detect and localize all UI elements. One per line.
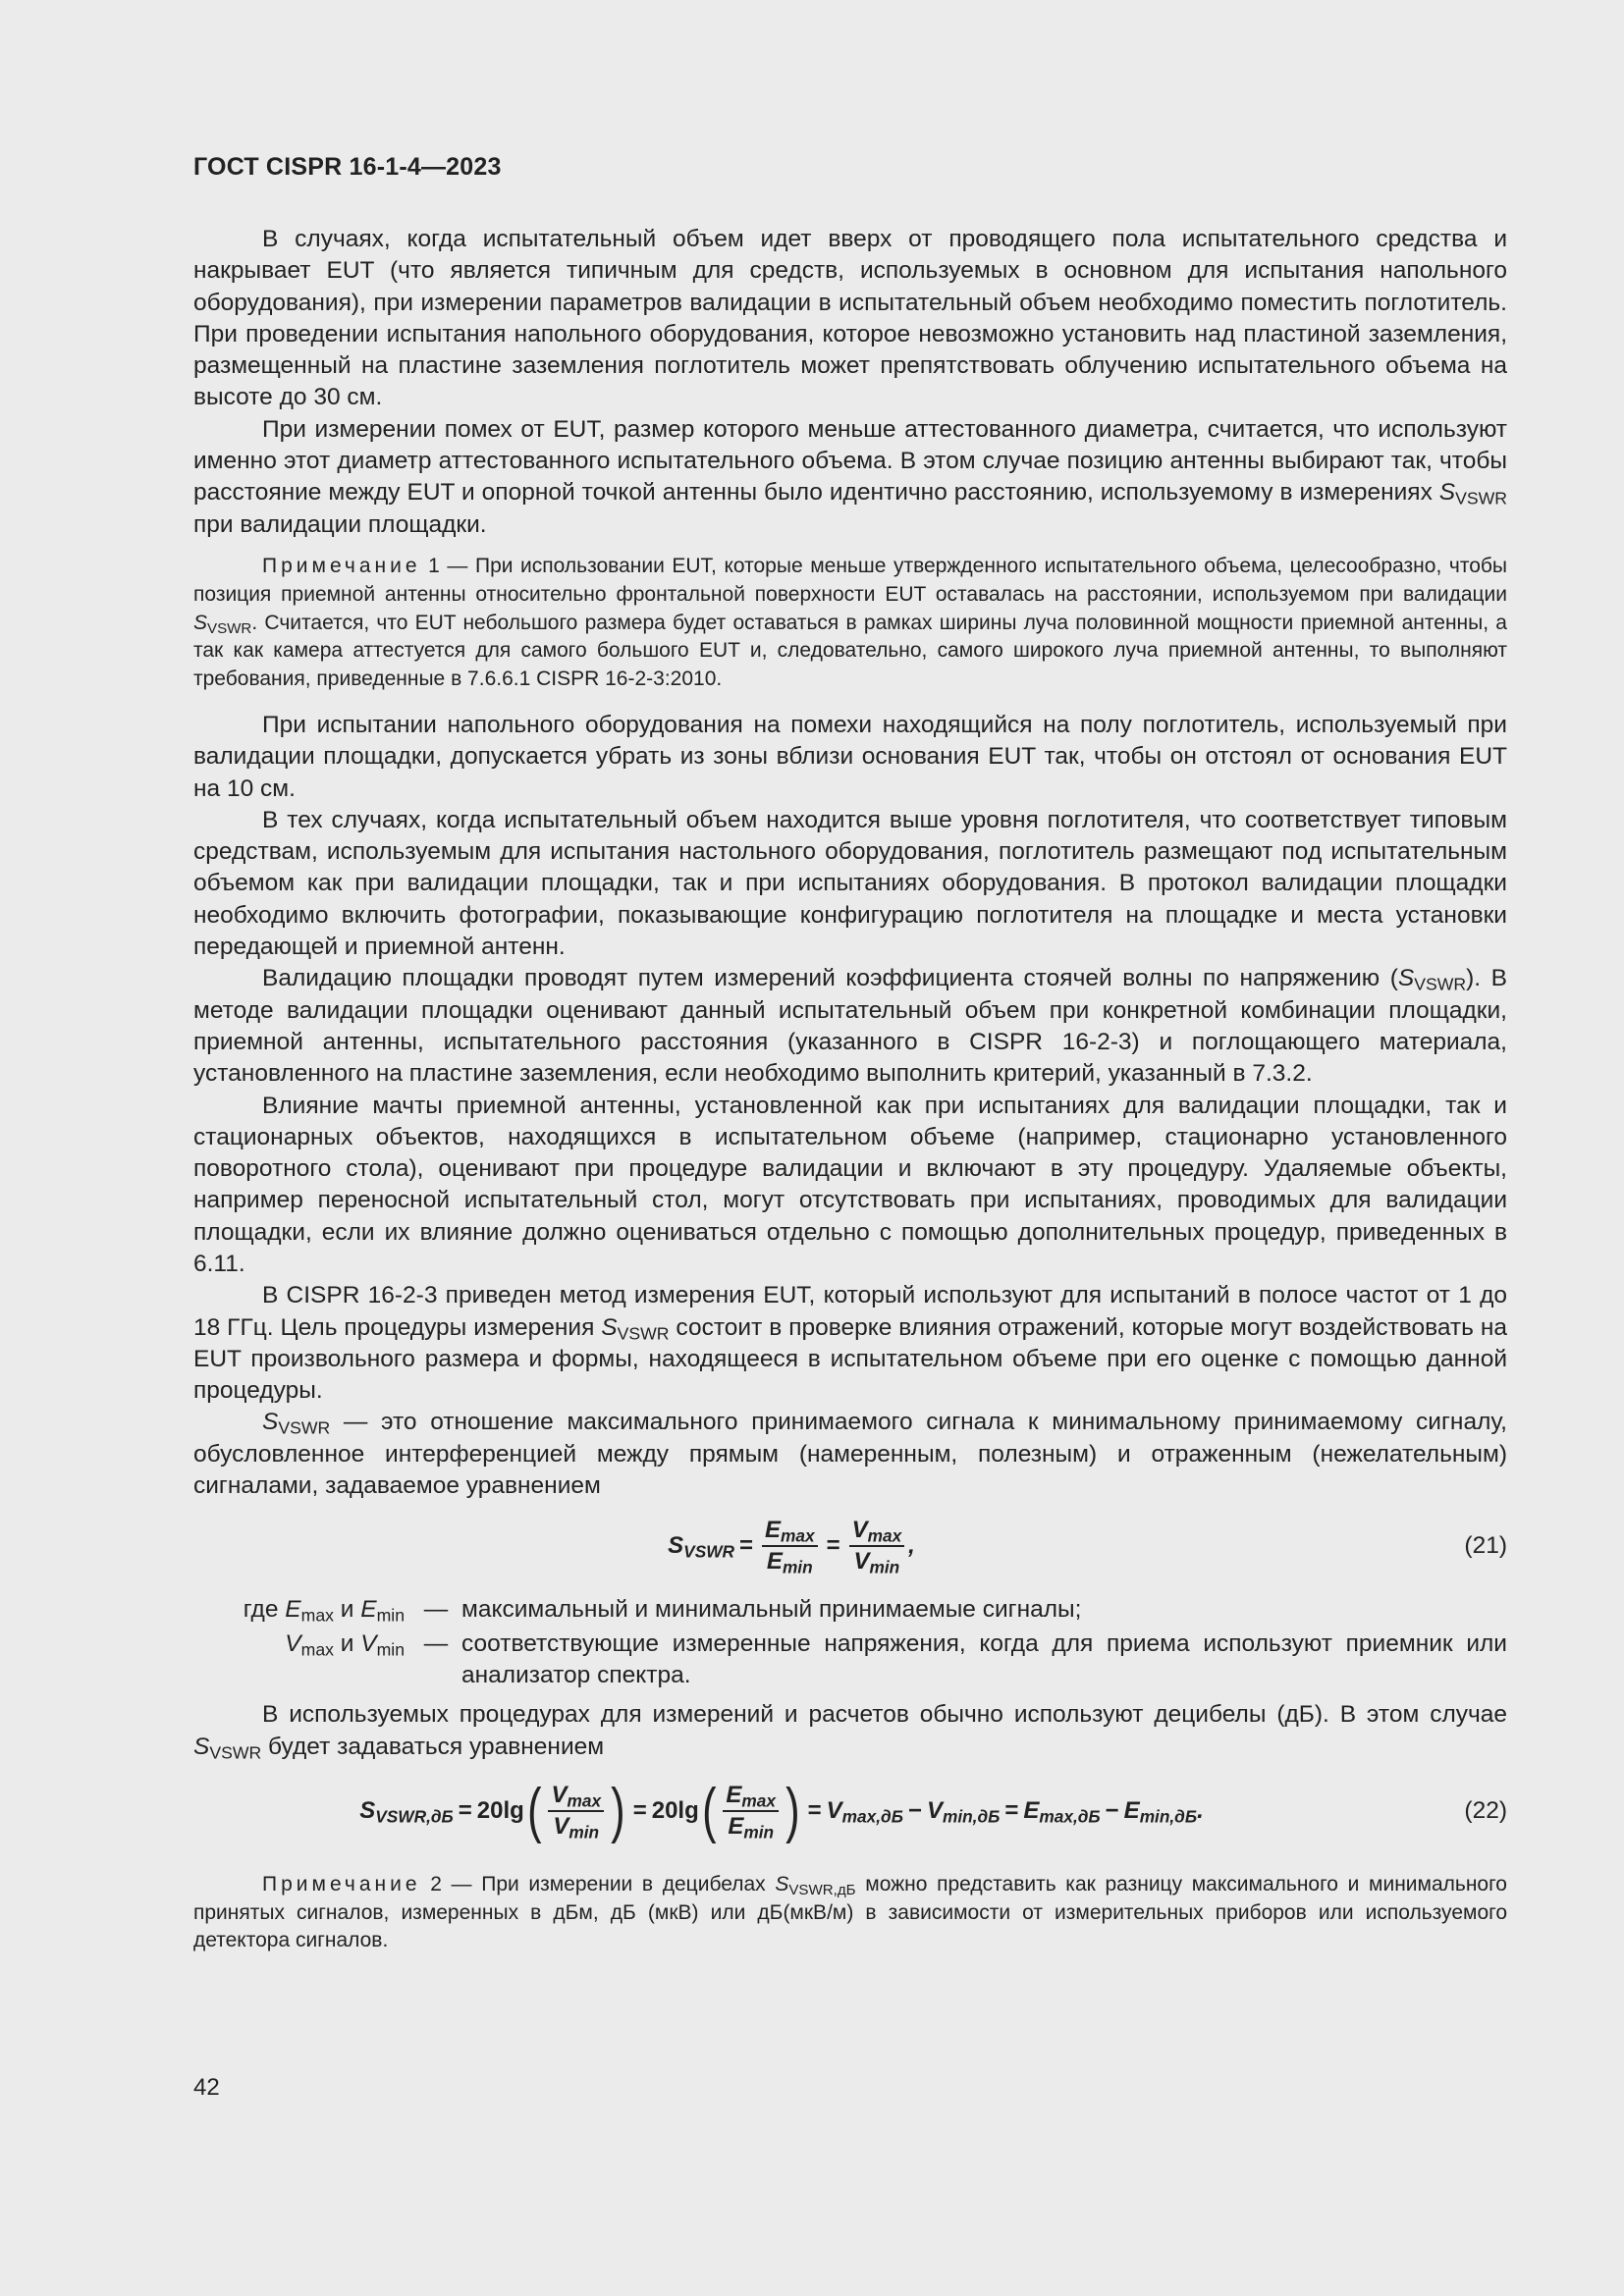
equation-21-number: (21): [1464, 1532, 1507, 1560]
equation-22-formula: $S_{VSWR,дБ}$ = 20lg ( $\frac{V_{max}}{V_{min}}$ ) = 20lg ( $\frac{E_{max}}{E_{min}}$ ) = $V_{max,дБ}$ − $V_{min,дБ}$ = $E_{max,дБ}$ − $E_{min,дБ}$ .: [359, 1776, 1204, 1844]
page-number: 42: [193, 2074, 220, 2101]
paragraph-4: В тех случаях, когда испытательный объем находится выше уровня поглотителя, что соответствует типовым средствам, используемым для испытания настольного оборудования, поглотитель размещают под испытательным объемом как при валидации площадки, так и при испытаниях оборудования. В протокол валидации площадки необходимо включить фотографии, показывающие конфигурацию поглотителя на площадке и места установки передающей и приемной антенн.: [193, 806, 1507, 961]
paragraph-6: Влияние мачты приемной антенны, установленной как при испытаниях для валидации площадки, так и стационарных объектов, находящихся в испытательном объеме (например, стационарно установленного поворотного стола), оценивают при процедуре валидации и включают в эту процедуру. Удаляемые объекты, например переносной испытательный стол, могут отсутствовать при испытаниях, проводимых для валидации площадки, если их влияние должно оцениваться отдельно с помощью дополнительных процедур, приведенных в 6.11.: [193, 1092, 1507, 1277]
fraction-e: $\frac{E_{max}}{E_{min}}$: [762, 1516, 818, 1576]
paragraph-1: В случаях, когда испытательный объем идет вверх от проводящего пола испытательного средства и накрывает EUT (что является типичным для средств, используемых в основном для испытания напольного оборудования), при измерении параметров валидации в испытательный объем необходимо поместить поглотитель. При проведении испытания напольного оборудования, которое невозможно установить над пластиной заземления, размещенный на пластине заземления поглотитель может препятствовать облучению испытательного объема на высоте до 30 см.: [193, 226, 1507, 411]
document-body: [193, 224, 1507, 1971]
paragraph-8: $S_{VSWR}$ — это отношение максимального принимаемого сигнала к минимальному принимаемому сигналу, обусловленное интерференцией между прямым (намеренным, полезным) и отраженным (нежелательным) сигналами, задаваемое уравнением: [193, 1409, 1507, 1500]
paragraph-3: При испытании напольного оборудования на помехи находящийся на полу поглотитель, используемый при валидации площадки, допускается убрать из зоны вблизи основания EUT так, чтобы он отстоял от основания EUT на 10 см.: [193, 711, 1507, 802]
equation-22: [193, 1773, 1507, 1849]
equation-21-formula: $S_{VSWR}$ = $\frac{E_{max}}{E_{min}}$ = $\frac{V_{max}}{V_{min}}$ ,: [668, 1517, 915, 1577]
note-1: Примечание 1 — При использовании EUT, которые меньше утвержденного испытательного объема, целесообразно, чтобы позиция приемной антенны относительно фронтальной поверхности EUT оставалась на расстоянии, используемом при валидации $S_{VSWR}$. Считается, что EUT небольшого размера будет оставаться в рамках ширины луча половинной мощности приемной антенны, а так как камера аттестуется для самого большого EUT и, следовательно, самого широкого луча приемной антенны, то выполняют требования, приведенные в 7.6.6.1 CISPR 16-2-3:2010.: [193, 554, 1507, 691]
paragraph-7: В CISPR 16-2-3 приведен метод измерения EUT, который используют для испытаний в полосе частот от 1 до 18 ГГц. Цель процедуры измерения $S_{VSWR}$ состоит в проверке влияния отражений, которые могут воздействовать на EUT произвольного размера и формы, находящееся в испытательном объеме при его оценке с помощью данной процедуры.: [193, 1282, 1507, 1405]
note-2: Примечание 2 — При измерении в децибелах $S_{VSWR,дБ}$ можно представить как разницу максимального и минимального принятых сигналов, измеренных в дБм, дБ (мкВ) или дБ(мкВ/м) в зависимости от измерительных приборов или используемого детектора сигналов.: [193, 1872, 1507, 1952]
document-header: ГОСТ CISPR 16-1-4—2023: [193, 153, 502, 181]
where-list: [193, 1594, 1507, 1691]
where-row: $V_{max}$ и $V_{min}$ — соответствующие измеренные напряжения, когда для приема используют приемник или анализатор спектра.: [285, 1629, 1507, 1688]
paragraph-5: Валидацию площадки проводят путем измерений коэффициента стоячей волны по напряжению $(S_{VSWR})$. В методе валидации площадки оценивают данный испытательный объем при конкретной комбинации площадки, приемной антенны, испытательного расстояния (указанного в CISPR 16-2-3) и поглощающего материала, установленного на пластине заземления, если необходимо выполнить критерий, указанный в 7.3.2.: [193, 965, 1507, 1088]
equation-21: [193, 1508, 1507, 1584]
paragraph-9: В используемых процедурах для измерений и расчетов обычно используют децибелы (дБ). В этом случае $S_{VSWR}$ будет задаваться уравнением: [193, 1701, 1507, 1762]
paragraph-2: При измерении помех от EUT, размер которого меньше аттестованного диаметра, считается, что используют именно этот диаметр аттестованного испытательного объема. В этом случае позицию антенны выбирают так, чтобы расстояние между EUT и опорной точкой антенны было идентично расстоянию, используемому в измерениях $S_{VSWR}$ при валидации площадки.: [193, 415, 1507, 538]
fraction-v: $\frac{V_{max}}{V_{min}}$: [849, 1516, 905, 1576]
equation-22-number: (22): [1464, 1796, 1507, 1824]
where-row: где $E_{max}$ и $E_{min}$ — максимальный и минимальный принимаемые сигналы;: [243, 1596, 1082, 1626]
